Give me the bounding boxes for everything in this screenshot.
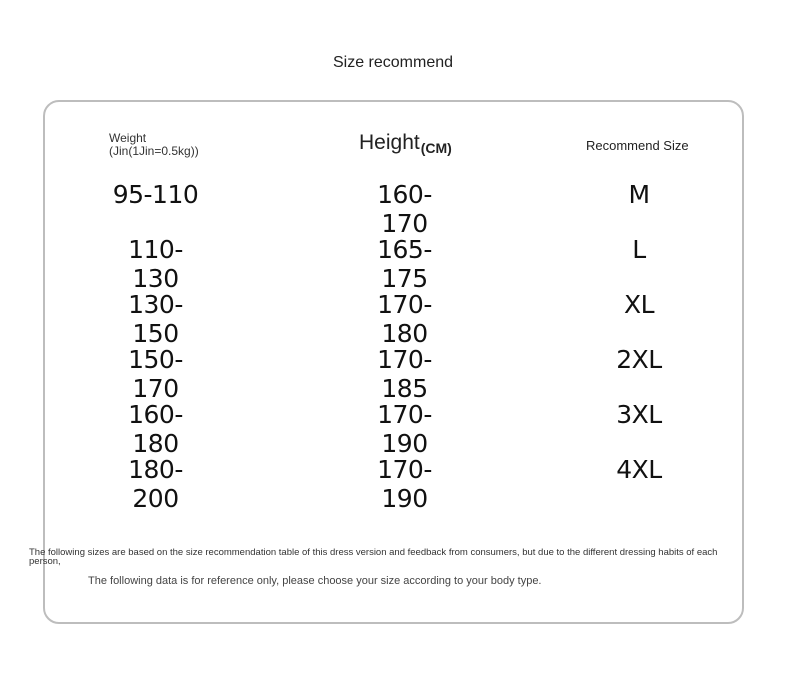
weight-cell: 95-110 [112,180,199,209]
height-cell: 170-190 [377,400,432,458]
page-title: Size recommend [332,54,454,71]
height-cell: 170-190 [377,455,432,513]
disclaimer-note: The following sizes are based on the size recommendation table of this dress version and feedback from consumers, but due to the different dressing habits of each person, [29,547,718,567]
size-cell: L [632,235,646,264]
height-cell: 170-180 [377,290,432,348]
height-column-header [359,131,452,155]
height-cell: 160-170 [377,180,432,238]
reference-note: The following data is for reference only, please choose your size according to your body type. [88,575,542,587]
weight-cell: 130-150 [128,290,183,348]
height-cell: 165-175 [377,235,432,293]
height-header-label: Height [359,131,420,154]
weight-cell: 180-200 [128,455,183,513]
weight-cell: 110-130 [128,235,183,293]
size-cell: 4XL [616,455,662,484]
size-cell: 3XL [616,400,662,429]
size-cell: XL [623,290,655,319]
size-cell: 2XL [616,345,662,374]
size-column-header: Recommend Size [586,138,689,153]
weight-header-unit: (Jin(1Jin=0.5kg)) [109,144,199,158]
height-cell: 170-185 [377,345,432,403]
weight-cell: 150-170 [128,345,183,403]
weight-header-label: Weight [109,131,147,145]
height-header-unit: (CM) [420,140,452,156]
size-cell: M [628,180,650,209]
weight-column-header [109,132,199,158]
weight-cell: 160-180 [128,400,183,458]
